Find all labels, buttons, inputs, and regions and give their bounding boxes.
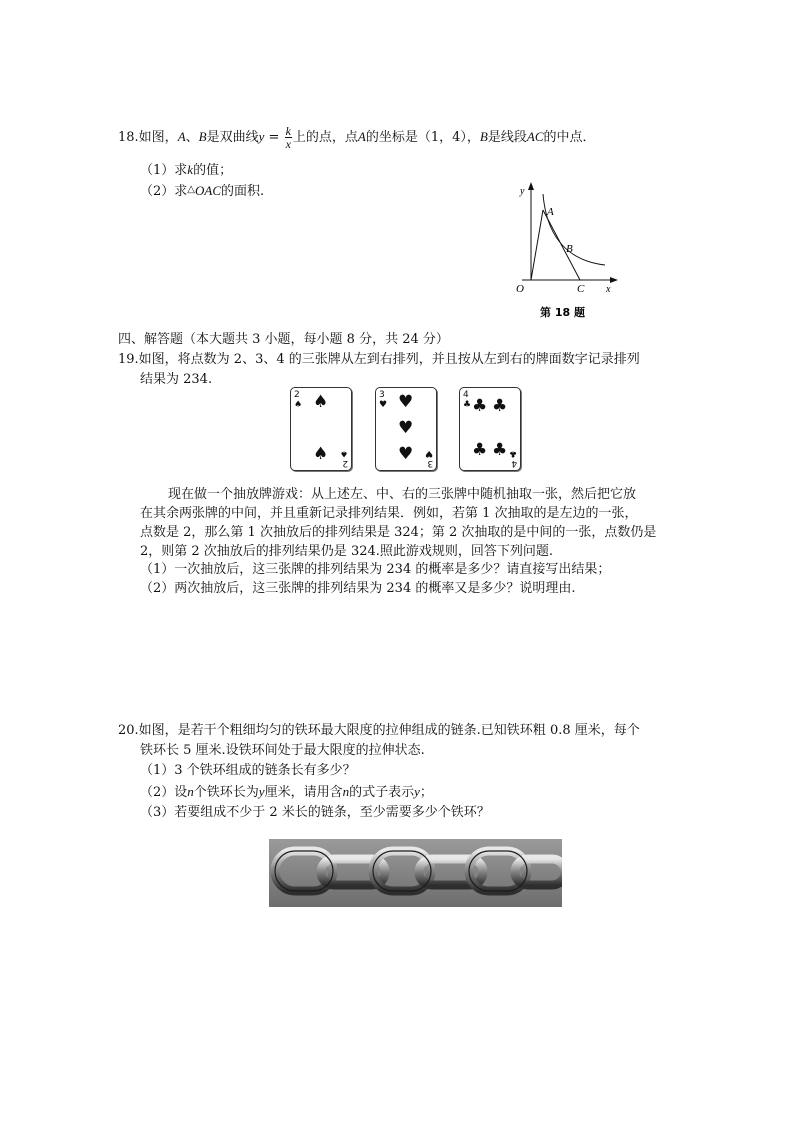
x-axis-arrow xyxy=(610,277,618,283)
heart-icon: ♥ xyxy=(398,444,414,464)
heart-icon: ♥ xyxy=(398,418,414,438)
q18-stem: 18.如图，A、B是双曲线y = $\frac{k}{x}$ 上的点，点A的坐标是（1，4），B是线段AC的中点． xyxy=(118,124,596,151)
q20-sub3: （3）若要组成不少于 2 米长的链条，至少需要多少个铁环？ xyxy=(140,805,490,820)
q19-para-1: 现在做一个抽放牌游戏：从上述左、中、右的三张牌中随机抽取一张，然后把它放 xyxy=(168,487,637,502)
club-icon: ♣ xyxy=(472,440,488,460)
point-B-label: B xyxy=(566,243,573,255)
spade-icon: ♠ xyxy=(313,444,329,464)
q20-sub2: （2）设n个铁环长为y厘米，请用含n的式子表示y； xyxy=(140,784,433,800)
club-icon: ♣ xyxy=(472,396,488,416)
q19-para-2: 在其余两张牌的中间，并且重新记录排列结果．例如，若第 1 次抽取的是左边的一张， xyxy=(140,506,638,521)
point-C-label: C xyxy=(577,283,585,295)
q20-sub1: （1）3 个铁环组成的链条长有多少？ xyxy=(140,763,356,778)
heart-icon: ♥ xyxy=(398,392,414,412)
q19-line2: 结果为 234. xyxy=(140,372,213,387)
q19-sub2: （2）两次抽放后，这三张牌的排列结果为 234 的概率又是多少？说明理由. xyxy=(140,581,576,596)
chain-image xyxy=(269,839,562,907)
hyperbola-curve xyxy=(543,194,605,265)
segment-AC xyxy=(543,210,580,280)
q18-figure xyxy=(500,180,625,320)
q19-line1: 19.如图，将点数为 2、3、4 的三张牌从左到右排列，并且按从左到右的牌面数字记录排列 xyxy=(118,352,640,367)
y-axis-arrow xyxy=(528,182,534,190)
figure-caption: 第 18 题 xyxy=(540,306,585,319)
q18-sub1: （1）求k的值； xyxy=(140,162,233,178)
spade-icon: ♠ xyxy=(313,392,329,412)
q19-sub1: （1）一次抽放后，这三张牌的排列结果为 234 的概率是多少？请直接写出结果； xyxy=(140,562,611,577)
q19-para-4: 2，则第 2 次抽放后的排列结果仍是 324.照此游戏规则，回答下列问题. xyxy=(140,544,554,559)
section-heading: 四、解答题（本大题共 3 小题，每小题 8 分，共 24 分） xyxy=(118,332,449,347)
playing-card-2: 2 ♠ ♠ ♠ 2 ♠ xyxy=(290,387,352,471)
q20-line1: 20.如图，是若干个粗细均匀的铁环最大限度的拉伸组成的链条.已知铁环粗 0.8 厘米，每个 xyxy=(118,723,640,738)
q18-sub2: （2）求△OAC的面积. xyxy=(140,183,265,199)
point-O-label: O xyxy=(516,283,524,295)
q20-line2: 铁环长 5 厘米.设铁环间处于最大限度的拉伸状态. xyxy=(140,743,425,758)
y-label: y xyxy=(520,186,525,197)
x-label: x xyxy=(606,284,611,295)
club-icon: ♣ xyxy=(492,396,508,416)
club-icon: ♣ xyxy=(492,440,508,460)
q19-para-3: 点数是 2，那么第 1 次抽放后的排列结果是 324；第 2 次抽取的是中间的一张，点数仍是 xyxy=(140,525,657,540)
segment-OA xyxy=(531,210,543,280)
playing-card-4: 4 ♣ ♣ ♣ ♣ ♣ 4 ♣ xyxy=(459,387,521,471)
point-A-label: A xyxy=(547,206,554,218)
playing-card-3: 3 ♥ ♥ ♥ ♥ 3 ♥ xyxy=(375,387,437,471)
fraction-k-over-x: $\frac{k}{x}$ xyxy=(285,124,291,151)
